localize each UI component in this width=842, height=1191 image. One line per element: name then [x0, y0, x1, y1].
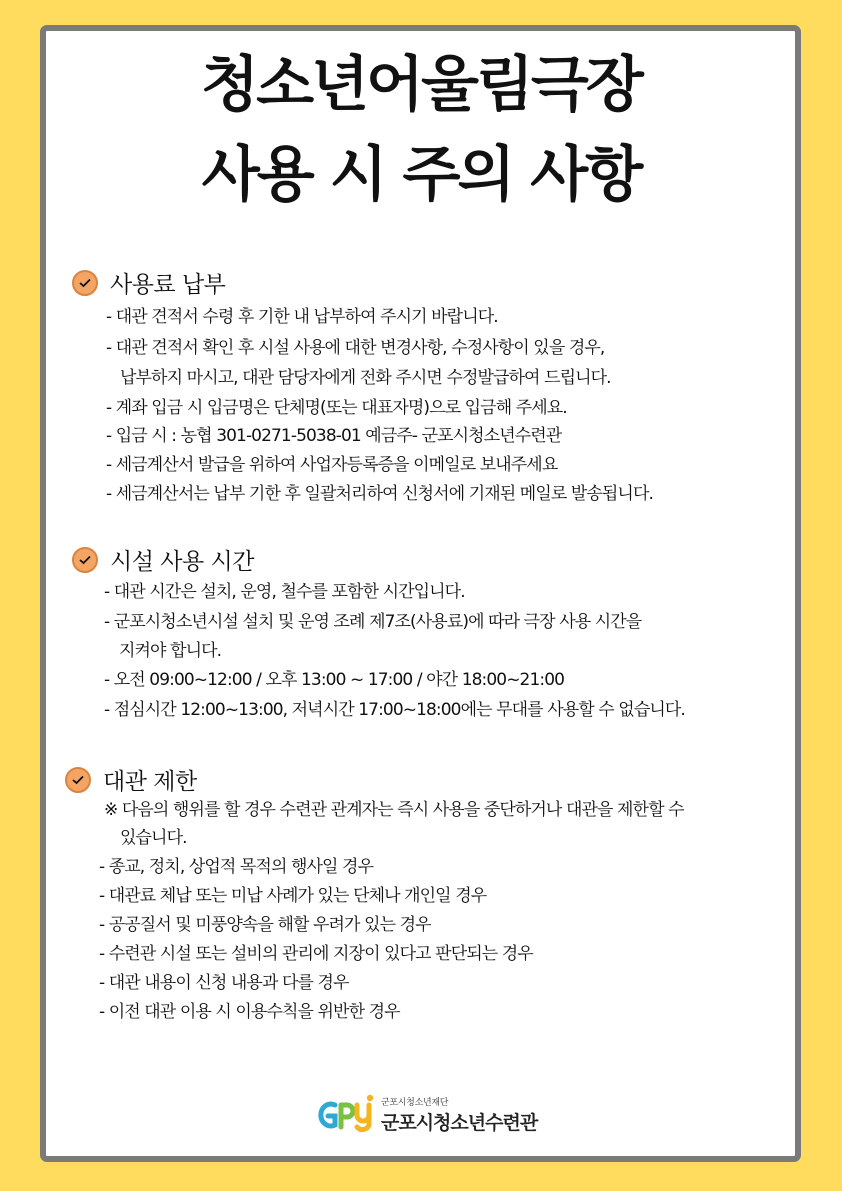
list-item: - 입금 시 : 농협 301-0271-5038-01 예금주- 군포시청소년수련관 — [106, 426, 562, 446]
list-item: - 세금계산서는 납부 기한 후 일괄처리하여 신청서에 기재된 메일로 발송됩니다. — [106, 484, 653, 504]
section-heading-label: 시설 사용 시간 — [110, 549, 254, 575]
organization-logo — [315, 1093, 537, 1137]
list-item: - 오전 09:00~12:00 / 오후 13:00 ~ 17:00 / 야간 18:00~21:00 — [104, 670, 565, 690]
list-item: - 점심시간 12:00~13:00, 저녁시간 17:00~18:00에는 무대를 사용할 수 없습니다. — [104, 700, 685, 720]
page-title-line1: 청소년어울림극장 — [201, 50, 641, 120]
logo-foundation-name: 군포시청소년재단 — [381, 1098, 449, 1108]
list-item: - 대관 시간은 설치, 운영, 철수를 포함한 시간입니다. — [104, 582, 465, 602]
section-heading-label: 사용료 납부 — [110, 272, 226, 298]
list-item: - 대관료 체납 또는 미납 사례가 있는 단체나 개인일 경우 — [99, 886, 487, 906]
section-heading-label: 대관 제한 — [103, 769, 197, 795]
list-item: - 대관 견적서 확인 후 시설 사용에 대한 변경사항, 수정사항이 있을 경우, — [106, 338, 605, 358]
check-icon — [72, 270, 98, 296]
section-heading-payment — [72, 266, 225, 299]
list-item: - 이전 대관 이용 시 이용수칙을 위반한 경우 — [99, 1002, 400, 1022]
list-item: - 세금계산서 발급을 위하여 사업자등록증을 이메일로 보내주세요 — [106, 455, 558, 475]
list-item: 지켜야 합니다. — [119, 641, 222, 661]
list-item: - 종교, 정치, 상업적 목적의 행사일 경우 — [99, 857, 374, 877]
list-item: ※ 다음의 행위를 할 경우 수련관 관계자는 즉시 사용을 중단하거나 대관을 제한할 수 — [104, 800, 684, 820]
page-title-line2: 사용 시 주의 사항 — [201, 140, 641, 210]
list-item: - 대관 견적서 수령 후 기한 내 납부하여 주시기 바랍니다. — [106, 307, 498, 327]
check-icon — [65, 767, 91, 793]
list-item: - 공공질서 및 미풍양속을 해할 우려가 있는 경우 — [99, 915, 431, 935]
list-item: 납부하지 마시고, 대관 담당자에게 전화 주시면 수정발급하여 드립니다. — [120, 368, 611, 388]
section-heading-hours — [72, 543, 254, 576]
gpy-logo-icon — [315, 1093, 377, 1137]
list-item: - 수련관 시설 또는 설비의 관리에 지장이 있다고 판단되는 경우 — [99, 944, 533, 964]
logo-organization-name: 군포시청소년수련관 — [381, 1112, 538, 1134]
list-item: 있습니다. — [120, 828, 187, 848]
list-item: - 대관 내용이 신청 내용과 다를 경우 — [99, 973, 349, 993]
list-item: - 계좌 입금 시 입금명은 단체명(또는 대표자명)으로 입금해 주세요. — [106, 398, 567, 418]
section-heading-restrictions — [65, 763, 197, 796]
list-item: - 군포시청소년시설 설치 및 운영 조례 제7조(사용료)에 따라 극장 사용 시간을 — [104, 612, 642, 632]
check-icon — [72, 547, 98, 573]
